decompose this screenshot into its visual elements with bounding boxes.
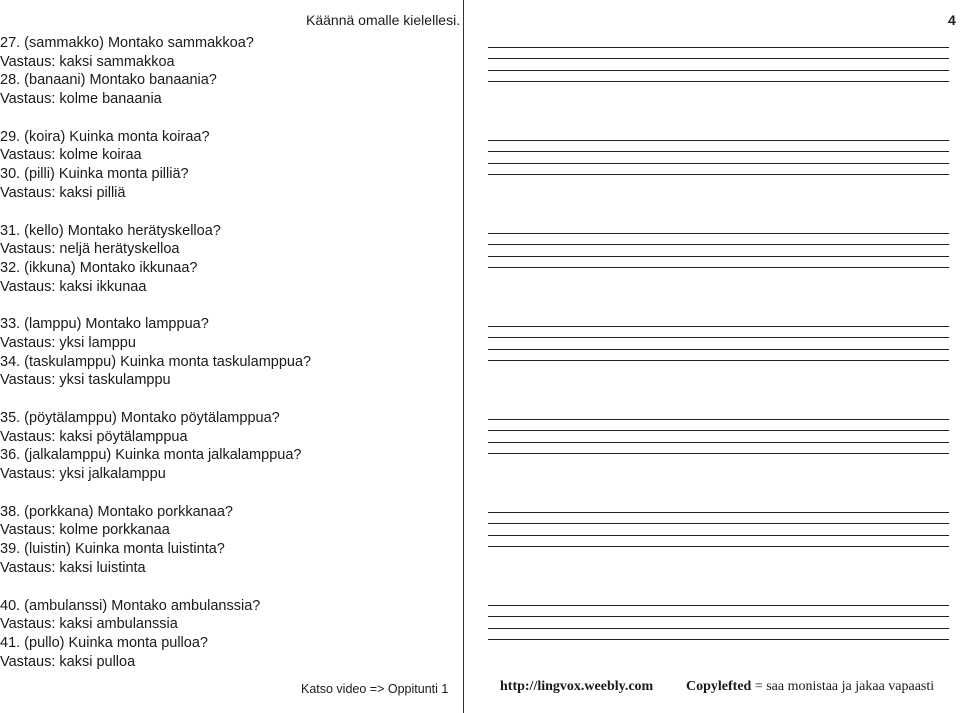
writing-line[interactable] [488, 256, 949, 257]
writing-line[interactable] [488, 628, 949, 629]
answer-line: Vastaus: kaksi ambulanssia [0, 616, 178, 633]
answer-line: Vastaus: kolme koiraa [0, 147, 142, 164]
question-group [0, 128, 460, 203]
question-group [0, 34, 460, 109]
copyleft-text: = saa monistaa ja jakaa vapaasti [751, 679, 935, 694]
writing-line[interactable] [488, 47, 949, 48]
answer-line: Vastaus: yksi taskulamppu [0, 372, 171, 389]
writing-line[interactable] [488, 163, 949, 164]
page-number: 4 [948, 12, 956, 28]
answer-line: Vastaus: neljä herätyskelloa [0, 241, 180, 258]
writing-line[interactable] [488, 419, 949, 420]
question-line: 28. (banaani) Montako banaania? [0, 72, 217, 89]
answer-line: Vastaus: kaksi ikkunaa [0, 278, 147, 295]
writing-line[interactable] [488, 535, 949, 536]
question-line: 27. (sammakko) Montako sammakkoa? [0, 35, 254, 51]
writing-line[interactable] [488, 639, 949, 640]
question-group [0, 222, 460, 297]
questions-column [0, 34, 460, 671]
writing-line[interactable] [488, 605, 949, 606]
answer-line: Vastaus: kaksi luistinta [0, 559, 146, 576]
writing-line[interactable] [488, 326, 949, 327]
question-line: 38. (porkkana) Montako porkkanaa? [0, 503, 233, 520]
writing-line[interactable] [488, 70, 949, 71]
writing-line[interactable] [488, 546, 949, 547]
writing-line[interactable] [488, 174, 949, 175]
writing-line[interactable] [488, 360, 949, 361]
question-line: 33. (lamppu) Montako lamppua? [0, 316, 209, 333]
writing-line[interactable] [488, 267, 949, 268]
writing-line[interactable] [488, 453, 949, 454]
answer-line: Vastaus: yksi lamppu [0, 334, 136, 351]
writing-line[interactable] [488, 430, 949, 431]
writing-line[interactable] [488, 512, 949, 513]
question-line: 32. (ikkuna) Montako ikkunaa? [0, 259, 198, 276]
question-group [0, 409, 460, 484]
instruction-text: Käännä omalle kielellesi. [306, 12, 461, 28]
question-line: 30. (pilli) Kuinka monta pilliä? [0, 166, 189, 183]
writing-line[interactable] [488, 337, 949, 338]
writing-line[interactable] [488, 151, 949, 152]
answer-line: Vastaus: kaksi pöytälamppua [0, 428, 188, 445]
question-line: 36. (jalkalamppu) Kuinka monta jalkalamppua? [0, 447, 302, 464]
writing-line[interactable] [488, 244, 949, 245]
question-group [0, 597, 460, 672]
question-line: 41. (pullo) Kuinka monta pulloa? [0, 634, 208, 651]
question-line: 34. (taskulamppu) Kuinka monta taskulamppua? [0, 353, 312, 370]
writing-line[interactable] [488, 233, 949, 234]
answer-line: Vastaus: kaksi pilliä [0, 184, 126, 201]
column-divider [463, 0, 464, 713]
question-line: 39. (luistin) Kuinka monta luistinta? [0, 541, 225, 558]
answer-line: Vastaus: kolme banaania [0, 91, 162, 108]
question-line: 29. (koira) Kuinka monta koiraa? [0, 128, 210, 145]
writing-line[interactable] [488, 81, 949, 82]
answer-line: Vastaus: kaksi sammakkoa [0, 53, 175, 70]
answer-line: Vastaus: yksi jalkalamppu [0, 466, 166, 483]
writing-line[interactable] [488, 140, 949, 141]
answer-line: Vastaus: kaksi pulloa [0, 653, 136, 670]
question-line: 31. (kello) Montako herätyskelloa? [0, 222, 221, 239]
website-link[interactable]: http://lingvox.weebly.com [500, 679, 654, 694]
answer-line: Vastaus: kolme porkkanaa [0, 522, 170, 539]
copylefted-word: Copylefted [686, 679, 752, 694]
question-group [0, 503, 460, 578]
writing-line[interactable] [488, 349, 949, 350]
question-line: 35. (pöytälamppu) Montako pöytälamppua? [0, 410, 280, 426]
question-line: 40. (ambulanssi) Montako ambulanssia? [0, 597, 261, 614]
writing-line[interactable] [488, 616, 949, 617]
copyleft-notice [686, 679, 934, 695]
video-reference: Katso video => Oppitunti 1 [301, 682, 449, 696]
writing-line[interactable] [488, 58, 949, 59]
question-group [0, 315, 460, 390]
writing-line[interactable] [488, 442, 949, 443]
writing-line[interactable] [488, 523, 949, 524]
